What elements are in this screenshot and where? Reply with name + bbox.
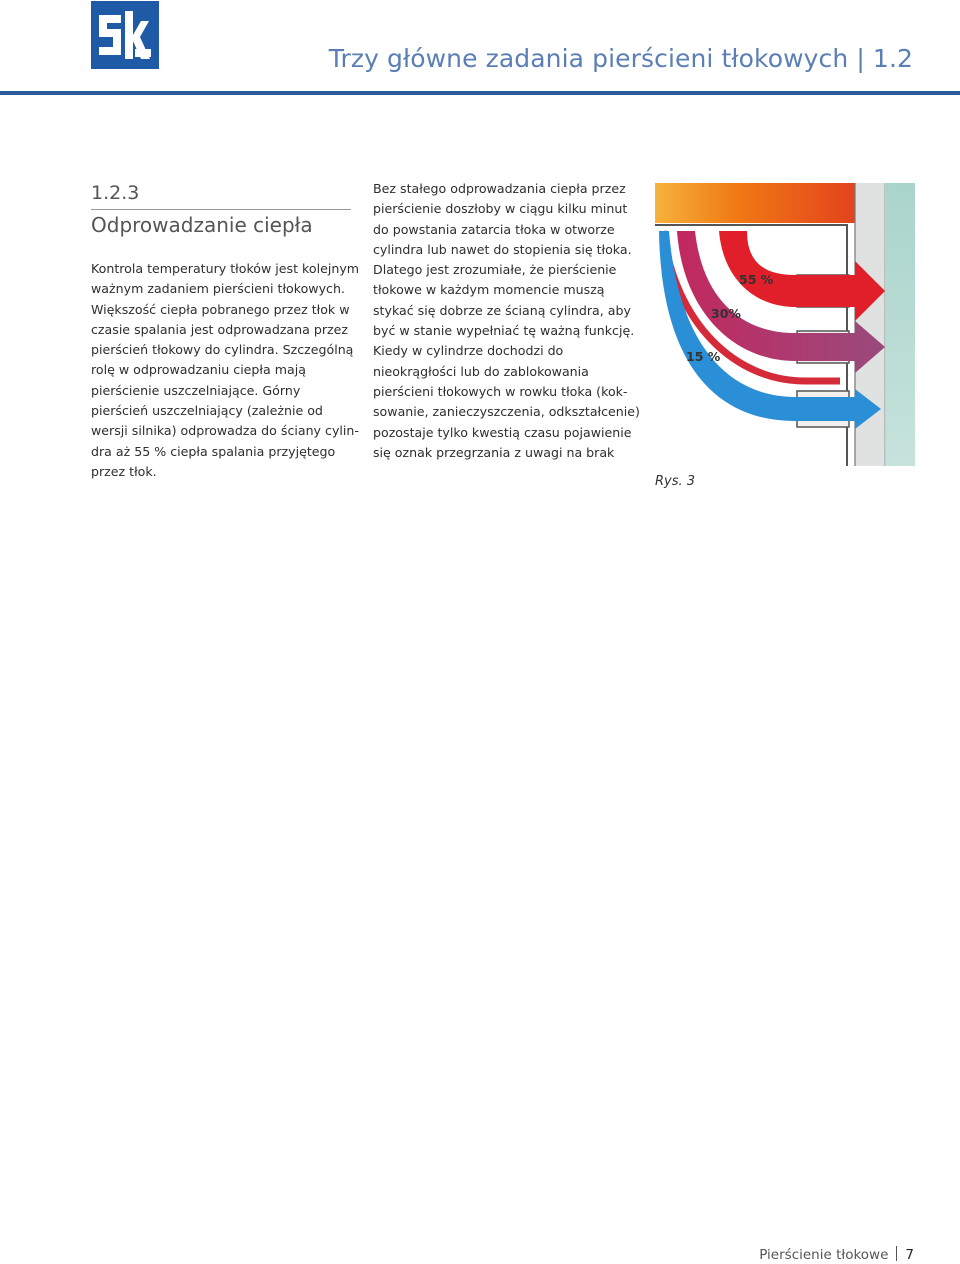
percent-label-30: 30%: [711, 306, 741, 321]
text-line: wersji silnika) odprowadza do ściany cylin-: [91, 423, 359, 439]
left-column-text: [91, 259, 360, 482]
page-footer: [759, 1246, 914, 1263]
text-line: Bez stałego odprowadzania ciepła przez: [373, 181, 626, 196]
text-line: rolę w odprowadzaniu ciepła mają: [91, 362, 306, 378]
page-number: 7: [905, 1247, 914, 1263]
header-divider: [0, 91, 960, 95]
text-line: być w stanie wypełniać tę ważną funkcję.: [373, 323, 635, 339]
text-line: przez tłok.: [91, 463, 157, 479]
text-line: Kiedy w cylindrze dochodzi do: [373, 343, 564, 359]
combustion-zone: [655, 183, 855, 223]
ks-logo: [91, 1, 159, 69]
page-header-title: Trzy główne zadania pierścieni tłokowych | 1.2: [328, 44, 913, 73]
text-line: ważnym zadaniem pierścieni tłokowych.: [91, 281, 345, 297]
text-line: pierścieni tłokowych w rowku tłoka (kok-: [373, 383, 628, 399]
text-line: czasie spalania jest odprowadzana przez: [91, 321, 348, 337]
text-line: do powstania zatarcia tłoka w otworze: [373, 221, 615, 237]
middle-column-text: [373, 179, 643, 463]
text-line: pierścienie doszłoby w ciągu kilku minut: [373, 201, 628, 217]
text-line: dra aż 55 % ciepła spalania przyjętego: [91, 443, 336, 459]
footer-separator: [896, 1246, 897, 1261]
text-line: nieokrągłości lub do zablokowania: [373, 363, 589, 379]
section-title: Odprowadzanie ciepła: [91, 213, 313, 237]
percent-label-55: 55 %: [739, 272, 774, 287]
figure-caption: Rys. 3: [655, 474, 696, 489]
heat-dissipation-figure: [655, 183, 915, 466]
text-line: pierścienie uszczelniające. Górny: [91, 382, 301, 398]
text-line: Kontrola temperatury tłoków jest kolejnym: [91, 261, 360, 276]
text-line: Większość ciepła pobranego przez tłok w: [91, 301, 350, 317]
ks-logo-mark-icon: [91, 1, 159, 69]
footer-title: Pierścienie tłokowe: [759, 1247, 889, 1263]
text-line: się oznak przegrzania z uwagi na brak: [373, 444, 615, 460]
coolant-zone: [886, 183, 915, 466]
text-line: pierścień uszczelniający (zależnie od: [91, 403, 323, 419]
text-line: stykać się dobrze ze ścianą cylindra, aby: [373, 302, 631, 318]
heat-flow-diagram: [655, 183, 915, 466]
text-line: Dlatego jest zrozumiałe, że pierścienie: [373, 262, 617, 278]
text-line: pierścień tłokowy do cylindra. Szczególną: [91, 342, 354, 358]
text-line: pozostaje tylko kwestią czasu pojawienie: [373, 424, 632, 440]
text-line: cylindra lub nawet do stopienia się tłoka.: [373, 241, 632, 257]
text-line: sowanie, zanieczyszczenia, odkształcenie): [373, 404, 640, 420]
text-line: tłokowe w każdym momencie muszą: [373, 282, 605, 298]
section-number: 1.2.3: [91, 182, 140, 204]
section-divider: [91, 209, 351, 210]
percent-label-15: 15 %: [686, 349, 721, 364]
